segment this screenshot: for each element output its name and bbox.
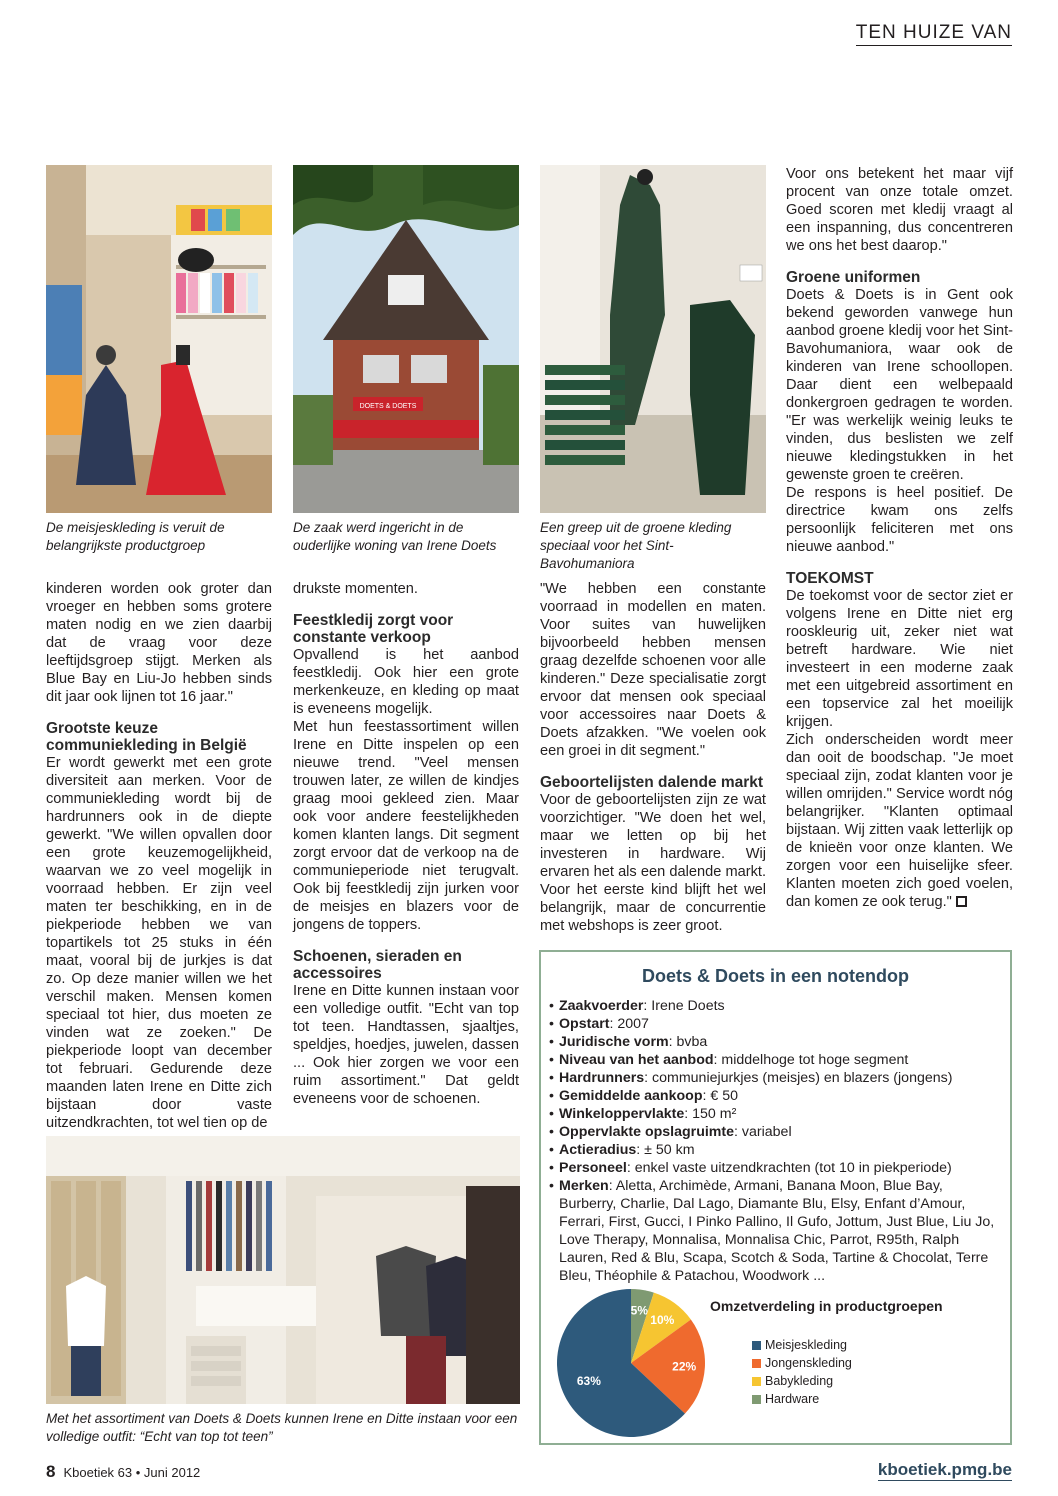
info-box-title: Doets & Doets in een notendop <box>641 966 909 986</box>
subheading-shoes: Schoenen, sieraden en accessoires <box>293 948 462 982</box>
subheading-birth-lists: Geboortelijsten dalende markt <box>540 774 764 791</box>
subheading-party-clothing: Feestkledij zorgt voor constante verkoop <box>293 612 454 646</box>
fact-list <box>549 997 996 1285</box>
paragraph: "We hebben een constante voorraad in modellen en maten. Voor suites van huwelijken bijvoorbeeld hebben mensen graag dezelfde schoenen voor alle kinderen." Deze specialisatie zorgt ervoor dat mensen ook speciaal voor accessoires naar Doets & Doets afzakken. "We voelen ook een groei in dit segment." <box>540 581 766 759</box>
paragraph: Opvallend is het aanbod feestkledij. Ook hier een grote merkenkeuze, en kleding op maat is eveneens mogelijk. <box>293 647 519 717</box>
fact-item <box>549 1051 996 1069</box>
fact-item <box>549 997 996 1015</box>
column-4-top <box>786 165 1013 911</box>
subheading-communion: Grootste keuze communiekleding in België <box>46 720 247 754</box>
fact-item <box>549 1087 996 1105</box>
fact-item <box>549 1105 996 1123</box>
legend-item <box>752 1336 852 1354</box>
fact-value: : middelhoge tot hoge segment <box>713 1052 909 1068</box>
legend-swatch <box>752 1359 761 1368</box>
column-3 <box>540 580 766 935</box>
photo-shop-house-image <box>293 165 519 513</box>
caption-photo-4: Met het assortiment van Doets & Doets kunnen Irene en Ditte instaan voor een volledige outfit: “Echt van top tot teen” <box>46 1411 518 1444</box>
column-1 <box>46 580 272 1132</box>
caption-photo-2: De zaak werd ingericht in de ouderlijke woning van Irene Doets <box>293 520 497 553</box>
fact-value: : Aletta, Archimède, Armani, Banana Moon, Blue Bay, Burberry, Charlie, Dal Lago, Diamante Blu, Elsy, Enfant d’Amour, Ferrari, First, Gucci, I Pinko Pallino, Il Gufo, Jottum, Just Blue, Liu Jo, Love Therapy, Monnalisa, Monnalisa Chic, Parrot, R95th, Ralph Lauren, Red & Blu, Scapa, Scotch & Soda, Tartine & Chocolat, Terre Bleu, Théophile & Patachou, Woodwork ... <box>559 1178 995 1284</box>
chart-legend <box>752 1336 852 1408</box>
sign-text: DOETS & DOETS <box>359 403 417 410</box>
pie-label: 5% <box>630 1303 649 1318</box>
photo-store-interior <box>46 1136 520 1404</box>
subheading-future: TOEKOMST <box>786 570 874 587</box>
chart-title: Omzetverdeling in productgroepen <box>710 1298 943 1314</box>
legend-label: Hardware <box>765 1392 820 1406</box>
photo-shop-house <box>293 165 519 513</box>
fact-item <box>549 1069 996 1087</box>
fact-key: Winkeloppervlakte <box>559 1106 685 1122</box>
paragraph: De toekomst voor de sector ziet er volgens Irene en Ditte niet erg rooskleurig uit, zeker niet wat betreft hardware. Wie niet investeert in een moderne zaak met een uitgebreid assortiment en een topservice zal het moeilijk krijgen. <box>786 588 1013 730</box>
legend-label: Jongenskleding <box>765 1356 852 1370</box>
photo-girls-clothing-image <box>46 165 272 513</box>
photo-girls-clothing <box>46 165 272 513</box>
subheading-green-uniforms: Groene uniformen <box>786 269 921 286</box>
fact-key: Oppervlakte opslagruimte <box>559 1124 735 1140</box>
legend-swatch <box>752 1377 761 1386</box>
fact-value: : Irene Doets <box>643 998 725 1014</box>
fact-key: Gemiddelde aankoop <box>559 1088 703 1104</box>
paragraph: Met hun feestassortiment willen Irene en Ditte inspelen op een nieuwe trend. "Veel mensen trouwen later, ze willen de kindjes graag mooi gekleed zien. Maar ook voor andere feestelijkheden komen klanten langs. Dit segment zorgt ervoor dat de verkoop na de communieperiode niet terugvalt. Ook bij feestkledij zijn jurken voor de meisjes en blazers voor de jongens de toppers. <box>293 719 519 933</box>
paragraph: Voor de geboortelijsten zijn ze wat voorzichtiger. "We doen het wel, maar we letten op bij het investeren in hardware. Wij ervaren het als een dalende markt. Voor het eerste kind blijft het wel belangrijk, maar de concurrentie met webshops is zeer groot. <box>540 792 766 934</box>
paragraph: Irene en Ditte kunnen instaan voor een volledige outfit. "Echt van top tot teen. Handtassen, sjaaltjes, speldjes, hoedjes, juwelen, dassen ... Ook hier zorgen we voor een ruim assortiment." Dat geldt eveneens voor de schoenen. <box>293 983 519 1107</box>
legend-label: Babykleding <box>765 1374 834 1388</box>
issue-info: Kboetiek 63 • Juni 2012 <box>63 1465 201 1480</box>
fact-key: Juridische vorm <box>559 1034 669 1050</box>
page-number: 8 <box>46 1462 56 1481</box>
fact-key: Hardrunners <box>559 1070 645 1086</box>
legend-swatch <box>752 1395 761 1404</box>
paragraph: Voor ons betekent het maar vijf procent van onze totale omzet. Goed scoren met kledij vraagt al een inspanning, dus concentreren we ons het best daarop." <box>786 166 1013 254</box>
fact-key: Opstart <box>559 1016 610 1032</box>
end-mark-icon <box>956 896 967 907</box>
paragraph: Doets & Doets is in Gent ook bekend geworden vanwege hun aanbod groene kledij voor het Sint-Bavohumaniora, waar ook de kinderen van Irene schoollopen. Daar dient een welbepaald donkergroen gedragen te worden. "Er was werkelijk weinig leuks te vinden, dus beslisten we zelf nieuwe kledingstukken in het gewenste groen te creëren. <box>786 287 1013 483</box>
fact-item <box>549 1141 996 1159</box>
paragraph <box>786 731 1013 911</box>
fact-key: Zaakvoerder <box>559 998 644 1014</box>
photo-green-uniforms-image <box>540 165 766 513</box>
fact-value: : 150 m² <box>684 1106 737 1122</box>
caption-photo-1: De meisjeskleding is veruit de belangrijkste productgroep <box>46 520 225 553</box>
fact-key: Actieradius <box>559 1142 637 1158</box>
column-2 <box>293 580 519 1108</box>
fact-item <box>549 1159 996 1177</box>
section-label: TEN HUIZE VAN <box>856 22 1012 46</box>
photo-store-interior-image <box>46 1136 520 1404</box>
photo-green-uniforms <box>540 165 766 513</box>
legend-swatch <box>752 1341 761 1350</box>
caption-photo-3: Een greep uit de groene kleding speciaal voor het Sint-Bavohumaniora <box>540 520 732 571</box>
fact-item <box>549 1015 996 1033</box>
fact-key: Niveau van het aanbod <box>559 1052 714 1068</box>
fact-value: : communiejurkjes (meisjes) en blazers (jongens) <box>644 1070 953 1086</box>
pie-label: 22% <box>672 1359 697 1374</box>
legend-label: Meisjeskleding <box>765 1338 847 1352</box>
fact-value: : 2007 <box>609 1016 649 1032</box>
paragraph-text: Zich onderscheiden wordt meer dan ooit de boodschap. "Je moet speciaal zijn, zodat klanten voor je willen omrijden." Service wordt nóg belangrijker. "Klanten optimaal bijstaan. Wij zitten vaak letterlijk op de knieën voor onze klanten. We zorgen voor een huiselijke sfeer. Klanten moeten zich goed voelen, dan komen ze ook terug." <box>786 732 1013 910</box>
pie-label: 10% <box>650 1312 675 1327</box>
legend-item <box>752 1390 852 1408</box>
fact-value: : bvba <box>668 1034 708 1050</box>
fact-value: : € 50 <box>702 1088 738 1104</box>
pie-label: 63% <box>576 1374 601 1389</box>
fact-value: : enkel vaste uitzendkrachten (tot 10 in piekperiode) <box>626 1160 952 1176</box>
footer-url[interactable]: kboetiek.pmg.be <box>877 1460 1012 1479</box>
footer-left <box>46 1462 200 1482</box>
fact-key: Merken <box>559 1178 609 1194</box>
paragraph: kinderen worden ook groter dan vroeger en hebben soms grotere maten nodig en we zien daarbij dat de vraag voor deze leeftijdsgroep stijgt. Merken als Blue Bay en Liu-Jo hebben sinds dit jaar ook lijnen tot 16 jaar." <box>46 581 272 705</box>
legend-item <box>752 1354 852 1372</box>
paragraph: Er wordt gewerkt met een grote diversiteit aan merken. Voor de communiekleding wordt bij de hardrunners ook in de diepte gewerkt. "We willen opvallen door een grote keuzemogelijkheid, waarvan we zo veel mogelijk in voorraad hebben. Er zijn veel maten ter beschikking, en in de piekperiode hebben we van topartikels tot 25 stuks in één maat, vooral bij de jurkjes is dat zo. Op deze manier willen we het verschil maken. Mensen komen speciaal tot hier, dus moeten ze vinden wat ze zoeken." De piekperiode loopt van december tot februari. Gedurende deze maanden laten Irene en Ditte zich bijstaan door vaste uitzendkrachten, tot wel tien op de <box>46 755 272 1131</box>
fact-item <box>549 1123 996 1141</box>
fact-key: Personeel <box>559 1160 627 1176</box>
paragraph: drukste momenten. <box>293 581 418 597</box>
fact-value: : variabel <box>734 1124 792 1140</box>
legend-item <box>752 1372 852 1390</box>
fact-item <box>549 1177 996 1285</box>
fact-value: : ± 50 km <box>636 1142 695 1158</box>
fact-item <box>549 1033 996 1051</box>
pie-chart <box>556 1288 706 1438</box>
paragraph: De respons is heel positief. De directrice kwam ons zelfs persoonlijk feliciteren met ons nieuwe aanbod." <box>786 485 1013 555</box>
